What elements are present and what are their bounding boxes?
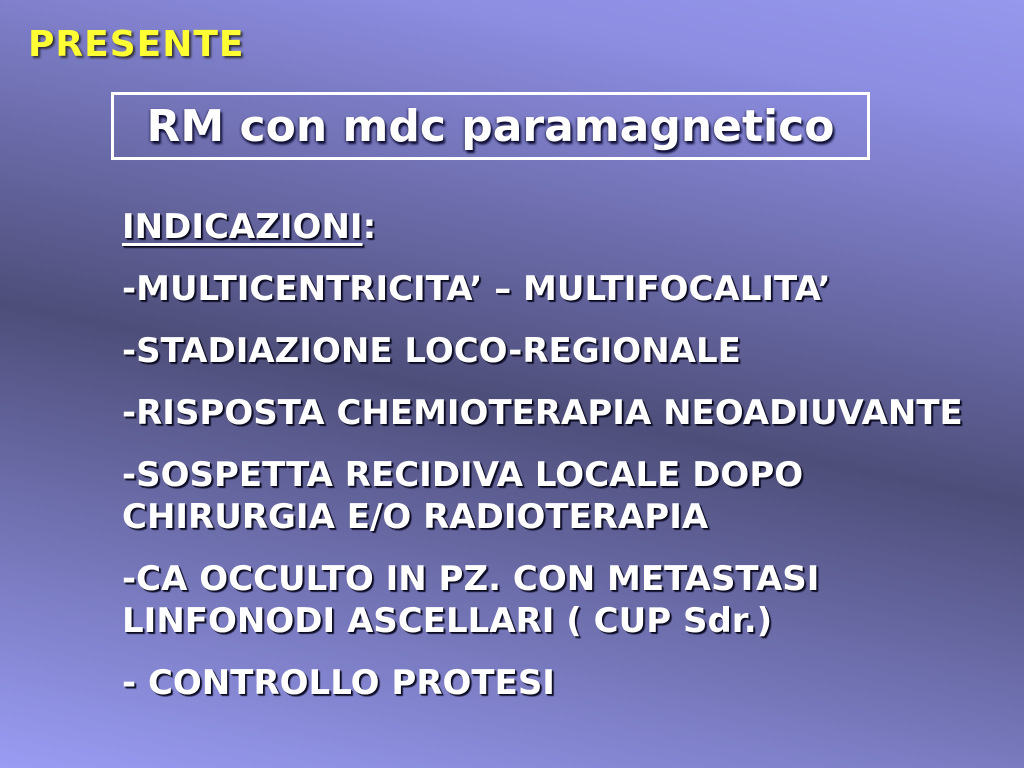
body-text-block — [122, 206, 1002, 704]
list-item — [122, 268, 1002, 310]
list-item — [122, 392, 1002, 434]
list-item-line: -MULTICENTRICITA’ – MULTIFOCALITA’ — [122, 269, 831, 309]
list-item-line: -CA OCCULTO IN PZ. CON METASTASI — [122, 559, 820, 599]
title-box-text: RM con mdc paramagnetico — [146, 100, 835, 152]
slide-header-title: PRESENTE — [28, 24, 245, 65]
list-item — [122, 454, 1002, 538]
list-item-line: LINFONODI ASCELLARI ( CUP Sdr.) — [122, 601, 773, 641]
list-item — [122, 662, 1002, 704]
indications-heading-label: INDICAZIONI — [122, 207, 363, 247]
list-item-line: -STADIAZIONE LOCO-REGIONALE — [122, 331, 741, 371]
title-box — [111, 92, 870, 160]
list-item-line: - CONTROLLO PROTESI — [122, 663, 555, 703]
indications-heading — [122, 206, 1002, 248]
list-item-line: CHIRURGIA E/O RADIOTERAPIA — [122, 497, 709, 537]
indications-heading-colon: : — [362, 207, 377, 247]
indications-list — [122, 268, 1002, 704]
list-item — [122, 558, 1002, 642]
list-item-line: -RISPOSTA CHEMIOTERAPIA NEOADIUVANTE — [122, 393, 963, 433]
list-item-line: -SOSPETTA RECIDIVA LOCALE DOPO — [122, 455, 804, 495]
list-item — [122, 330, 1002, 372]
